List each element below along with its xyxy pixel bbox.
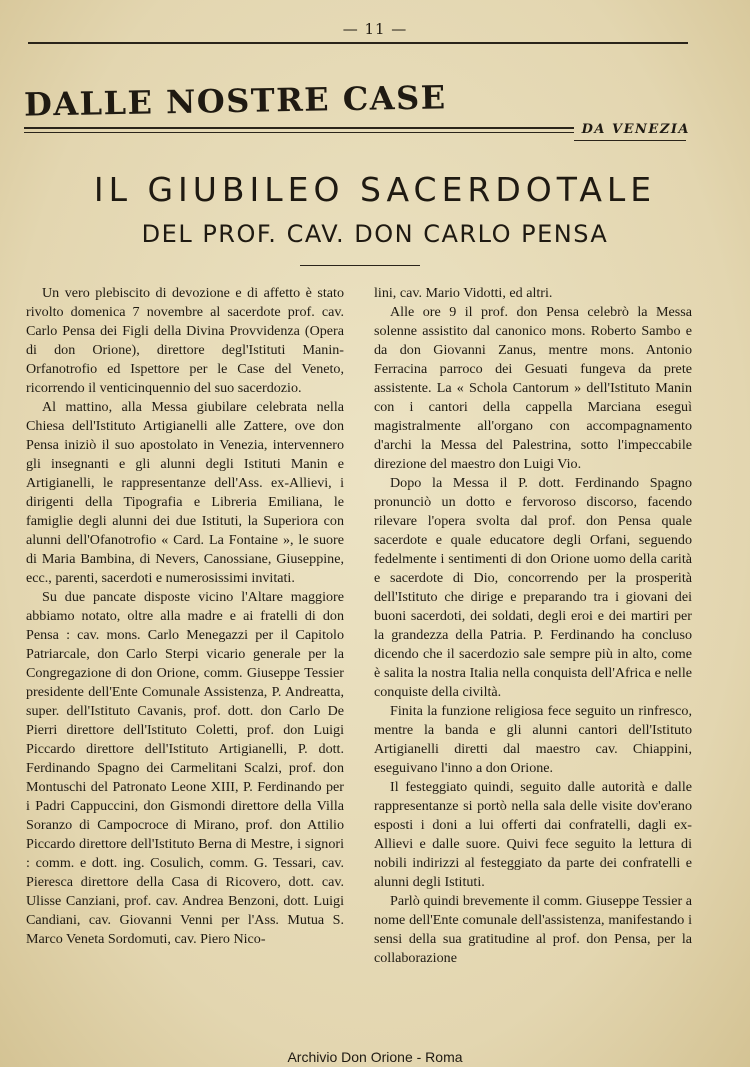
top-rule [28,42,688,44]
page-number: — 11 — [342,20,408,38]
title-rule [300,265,420,266]
section-title: DALLE NOSTRE CASE [23,78,447,124]
location-label: DA VENEZIA [581,122,690,137]
right-column [374,284,692,968]
section-rule-lower [24,132,574,133]
location-rule [574,140,686,141]
paragraph: Parlò quindi brevemente il comm. Giuseppe Tessier a nome dell'Ente comunale dell'assistenza, manifestando i sensi della sua gratitudine al prof. don Pensa, per la collaborazione [374,893,692,966]
article-title: IL GIUBILEO SACERDOTALE [93,170,657,209]
section-rule [24,127,574,129]
paragraph: Al mattino, alla Messa giubilare celebrata nella Chiesa dell'Istituto Artigianelli alle Zattere, ove don Pensa iniziò il suo apostolato in Venezia, intervennero gli insegnanti e gli alunni degli Istituti Manin e Artigianelli, le rappresentanze dell'Ass. ex-Allievi, i dirigenti della Tipografia e Libreria Emiliana, le famiglie degli alunni dei due Istituti, la Superiora con alunni dell'Ofanotrofio « Card. La Fontaine », le suore di Maria Bambina, di Nevers, Canossiane, Giuseppine, ecc., parenti, sacerdoti e numerosissimi invitati. [26,399,344,586]
paragraph: Alle ore 9 il prof. don Pensa celebrò la Messa solenne assistito dal canonico mons. Roberto Sambo e da don Giovanni Zanus, mentre mons. Antonio Ferracina parroco dei Gesuati fungeva da prete assistente. La « Schola Cantorum » dell'Istituto Manin con i cantori della cappella Marciana eseguì magistralmente all'organo con accompagnamento d'archi la Messa del Palestrina, sotto l'impeccabile direzione del maestro don Luigi Vio. [374,304,692,472]
paragraph: Su due pancate disposte vicino l'Altare maggiore abbiamo notato, oltre alla madre e ai fratelli di don Pensa : cav. mons. Carlo Menegazzi per il Capitolo Patriarcale, don Carlo Sterpi vicario generale per la Congregazione di don Orione, comm. Giuseppe Tessier presidente dell'Ente Comunale Assistenza, P. Andreatta, super. dell'Istituto Cavanis, prof. dott. don Carlo De Pierri direttore dell'Istituto Coletti, prof. don Luigi Piccardo direttore dell'Istituto Artigianelli, P. dott. Ferdinando Spagno dei Carmelitani Scalzi, prof. don Montuschi del Patronato Leone XIII, P. Ferdinando per i Padri Cappuccini, don Gismondi direttore della Villa Soranzo di Campocroce di Mirano, prof. don Attilio Piccardo direttore dell'Istituto Berna di Mestre, i signori : comm. e dott. ing. Cosulich, comm. G. Tessari, cav. Pieresca direttore della Casa di Ricovero, dott. cav. Ulisse Canziani, prof. cav. Andrea Benzoni, dott. Luigi Candiani, cav. Giovanni Venni per l'Ass. Mutua S. Marco Veneta Sordomuti, cav. Piero Nico- [26,589,344,947]
archive-footer: Archivio Don Orione - Roma [287,1049,463,1065]
left-column [26,284,344,949]
paragraph: lini, cav. Mario Vidotti, ed altri. [374,285,553,301]
paragraph: Finita la funzione religiosa fece seguito un rinfresco, mentre la banda e gli alunni cantori dell'Istituto Artigianelli diretti dal maestro cav. Chiappini, eseguivano l'inno a don Orione. [374,703,692,776]
paragraph: Dopo la Messa il P. dott. Ferdinando Spagno pronunciò un dotto e fervoroso discorso, facendo rilevare l'opera svolta dal prof. don Pensa quale sacerdote e quale educatore degli Orfani, seguendo fedelmente i sentimenti di don Orione uomo della carità e sacerdote di Dio, concorrendo per la prosperità dell'Istituto che dirige e preparando tra i giovani dei buoni sacerdoti, dei soldati, degli eroi e dei martiri per la grandezza della Patria. P. Ferdinando ha concluso dicendo che il sacerdozio sale sempre più in alto, come è salita la nostra Italia nella conquista dell'Africa e nelle conquiste della civiltà. [374,475,692,700]
article-subtitle: DEL PROF. CAV. DON CARLO PENSA [141,220,609,248]
paragraph: Un vero plebiscito di devozione e di affetto è stato rivolto domenica 7 novembre al sacerdote prof. cav. Carlo Pensa dei Figli della Divina Provvidenza (Opera di don Orione), direttore degl'Istituti Manin-Orfanotrofio ed Ispettore per le Case del Veneto, ricorrendo il venticinquennio del suo sacerdozio. [26,285,344,396]
paragraph: Il festeggiato quindi, seguito dalle autorità e dalle rappresentanze si portò nella sala delle visite dov'erano esposti i doni a lui offerti dai confratelli, dagli ex-Allievi e dalle suore. Quivi fece seguito la lettura di nobili indirizzi al festeggiato da parte dei confratelli e alunni degli Istituti. [374,779,692,890]
